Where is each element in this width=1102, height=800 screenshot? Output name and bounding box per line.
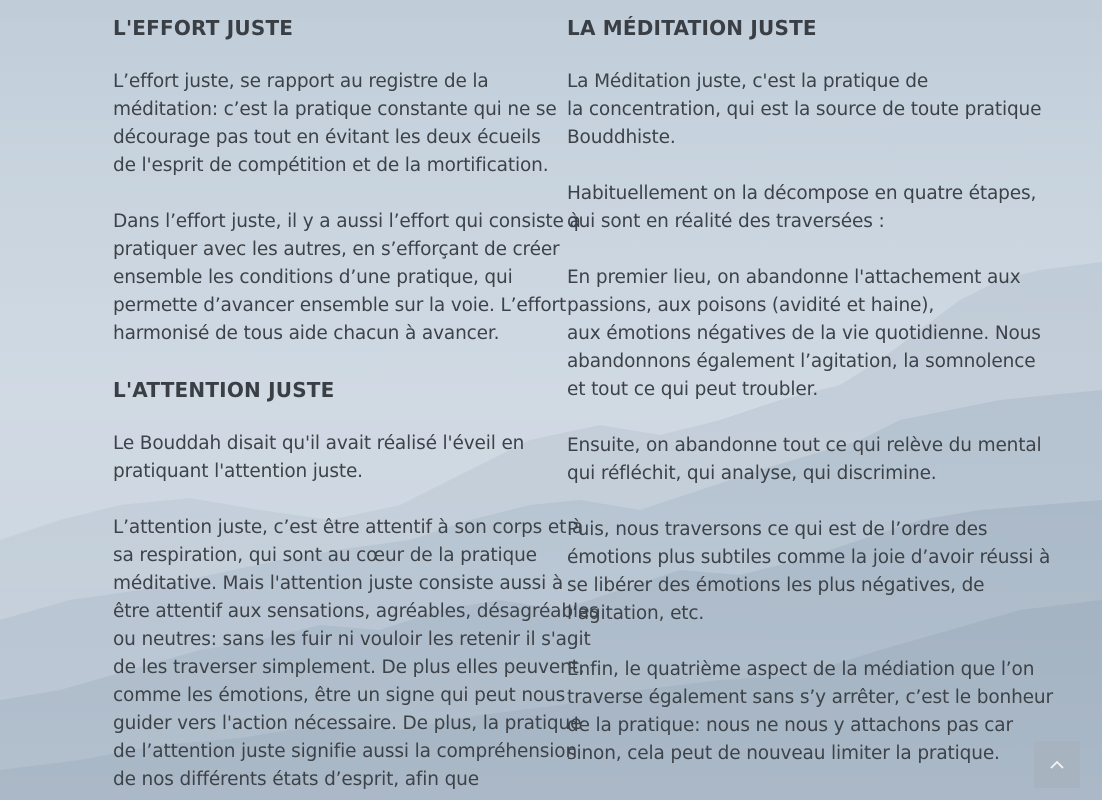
- chevron-up-icon: [1050, 760, 1064, 769]
- effort-paragraph-2: Dans l’effort juste, il y a aussi l’effort qui consiste à pratiquer avec les autres, en s’efforçant de créer ensemble les conditions d’une pratique, qui permette d’avancer ensemble sur la voie. L’effort harmonisé de tous aide chacun à avancer.: [113, 211, 581, 344]
- effort-paragraph-1: L’effort juste, se rapport au registre de la méditation: c’est la pratique constante qui ne se décourage pas tout en évitant les deux écueils de l'esprit de compétition et de la mortification.: [113, 71, 557, 176]
- attention-paragraph-2: L’attention juste, c’est être attentif à son corps et à sa respiration, qui sont au cœur de la pratique méditative. Mais l'attention juste consiste aussi à être attentif aux sensations, agréables, désagréables ou neutres: sans les fuir ni vouloir les retenir il s'agit de les traverser simplement. De plus elles peuvent, comme les émotions, être un signe qui peut nous guider vers l'action nécessaire. De plus, la pratique de l’attention juste signifie aussi la compréhension de nos différents états d’esprit, afin que: [113, 517, 599, 790]
- meditation-paragraph-5: Puis, nous traversons ce qui est de l’ordre des émotions plus subtiles comme la joie d’avoir réussi à se libérer des émotions les plus négatives, de l’agitation, etc.: [567, 519, 1051, 624]
- meditation-paragraph-2: Habituellement on la décompose en quatre étapes, qui sont en réalité des traversées :: [567, 183, 1037, 232]
- right-column: [567, 12, 1053, 768]
- meditation-paragraph-3: En premier lieu, on abandonne l'attachement aux passions, aux poisons (avidité et haine), aux émotions négatives de la vie quotidienne. Nous abandonnons également l’agitation, la somnolence et tout ce qui peut troubler.: [567, 267, 1041, 400]
- attention-title: L'ATTENTION JUSTE: [113, 378, 335, 402]
- meditation-title: LA MÉDITATION JUSTE: [567, 16, 817, 40]
- meditation-paragraph-4: Ensuite, on abandonne tout ce qui relève du mental qui réfléchit, qui analyse, qui discrimine.: [567, 435, 1042, 484]
- meditation-paragraph-1: La Méditation juste, c'est la pratique de la concentration, qui est la source de toute pratique Bouddhiste.: [567, 71, 1042, 148]
- back-to-top-button[interactable]: [1034, 741, 1080, 788]
- meditation-paragraph-6: Enfin, le quatrième aspect de la médiation que l’on traverse également sans s’y arrêter, c’est le bonheur de la pratique: nous ne nous y attachons pas car sinon, cela peut de nouveau limiter la pratique.: [567, 659, 1053, 764]
- attention-paragraph-1: Le Bouddah disait qu'il avait réalisé l'éveil en pratiquant l'attention juste.: [113, 433, 525, 482]
- left-column: [113, 12, 599, 794]
- effort-title: L'EFFORT JUSTE: [113, 16, 294, 40]
